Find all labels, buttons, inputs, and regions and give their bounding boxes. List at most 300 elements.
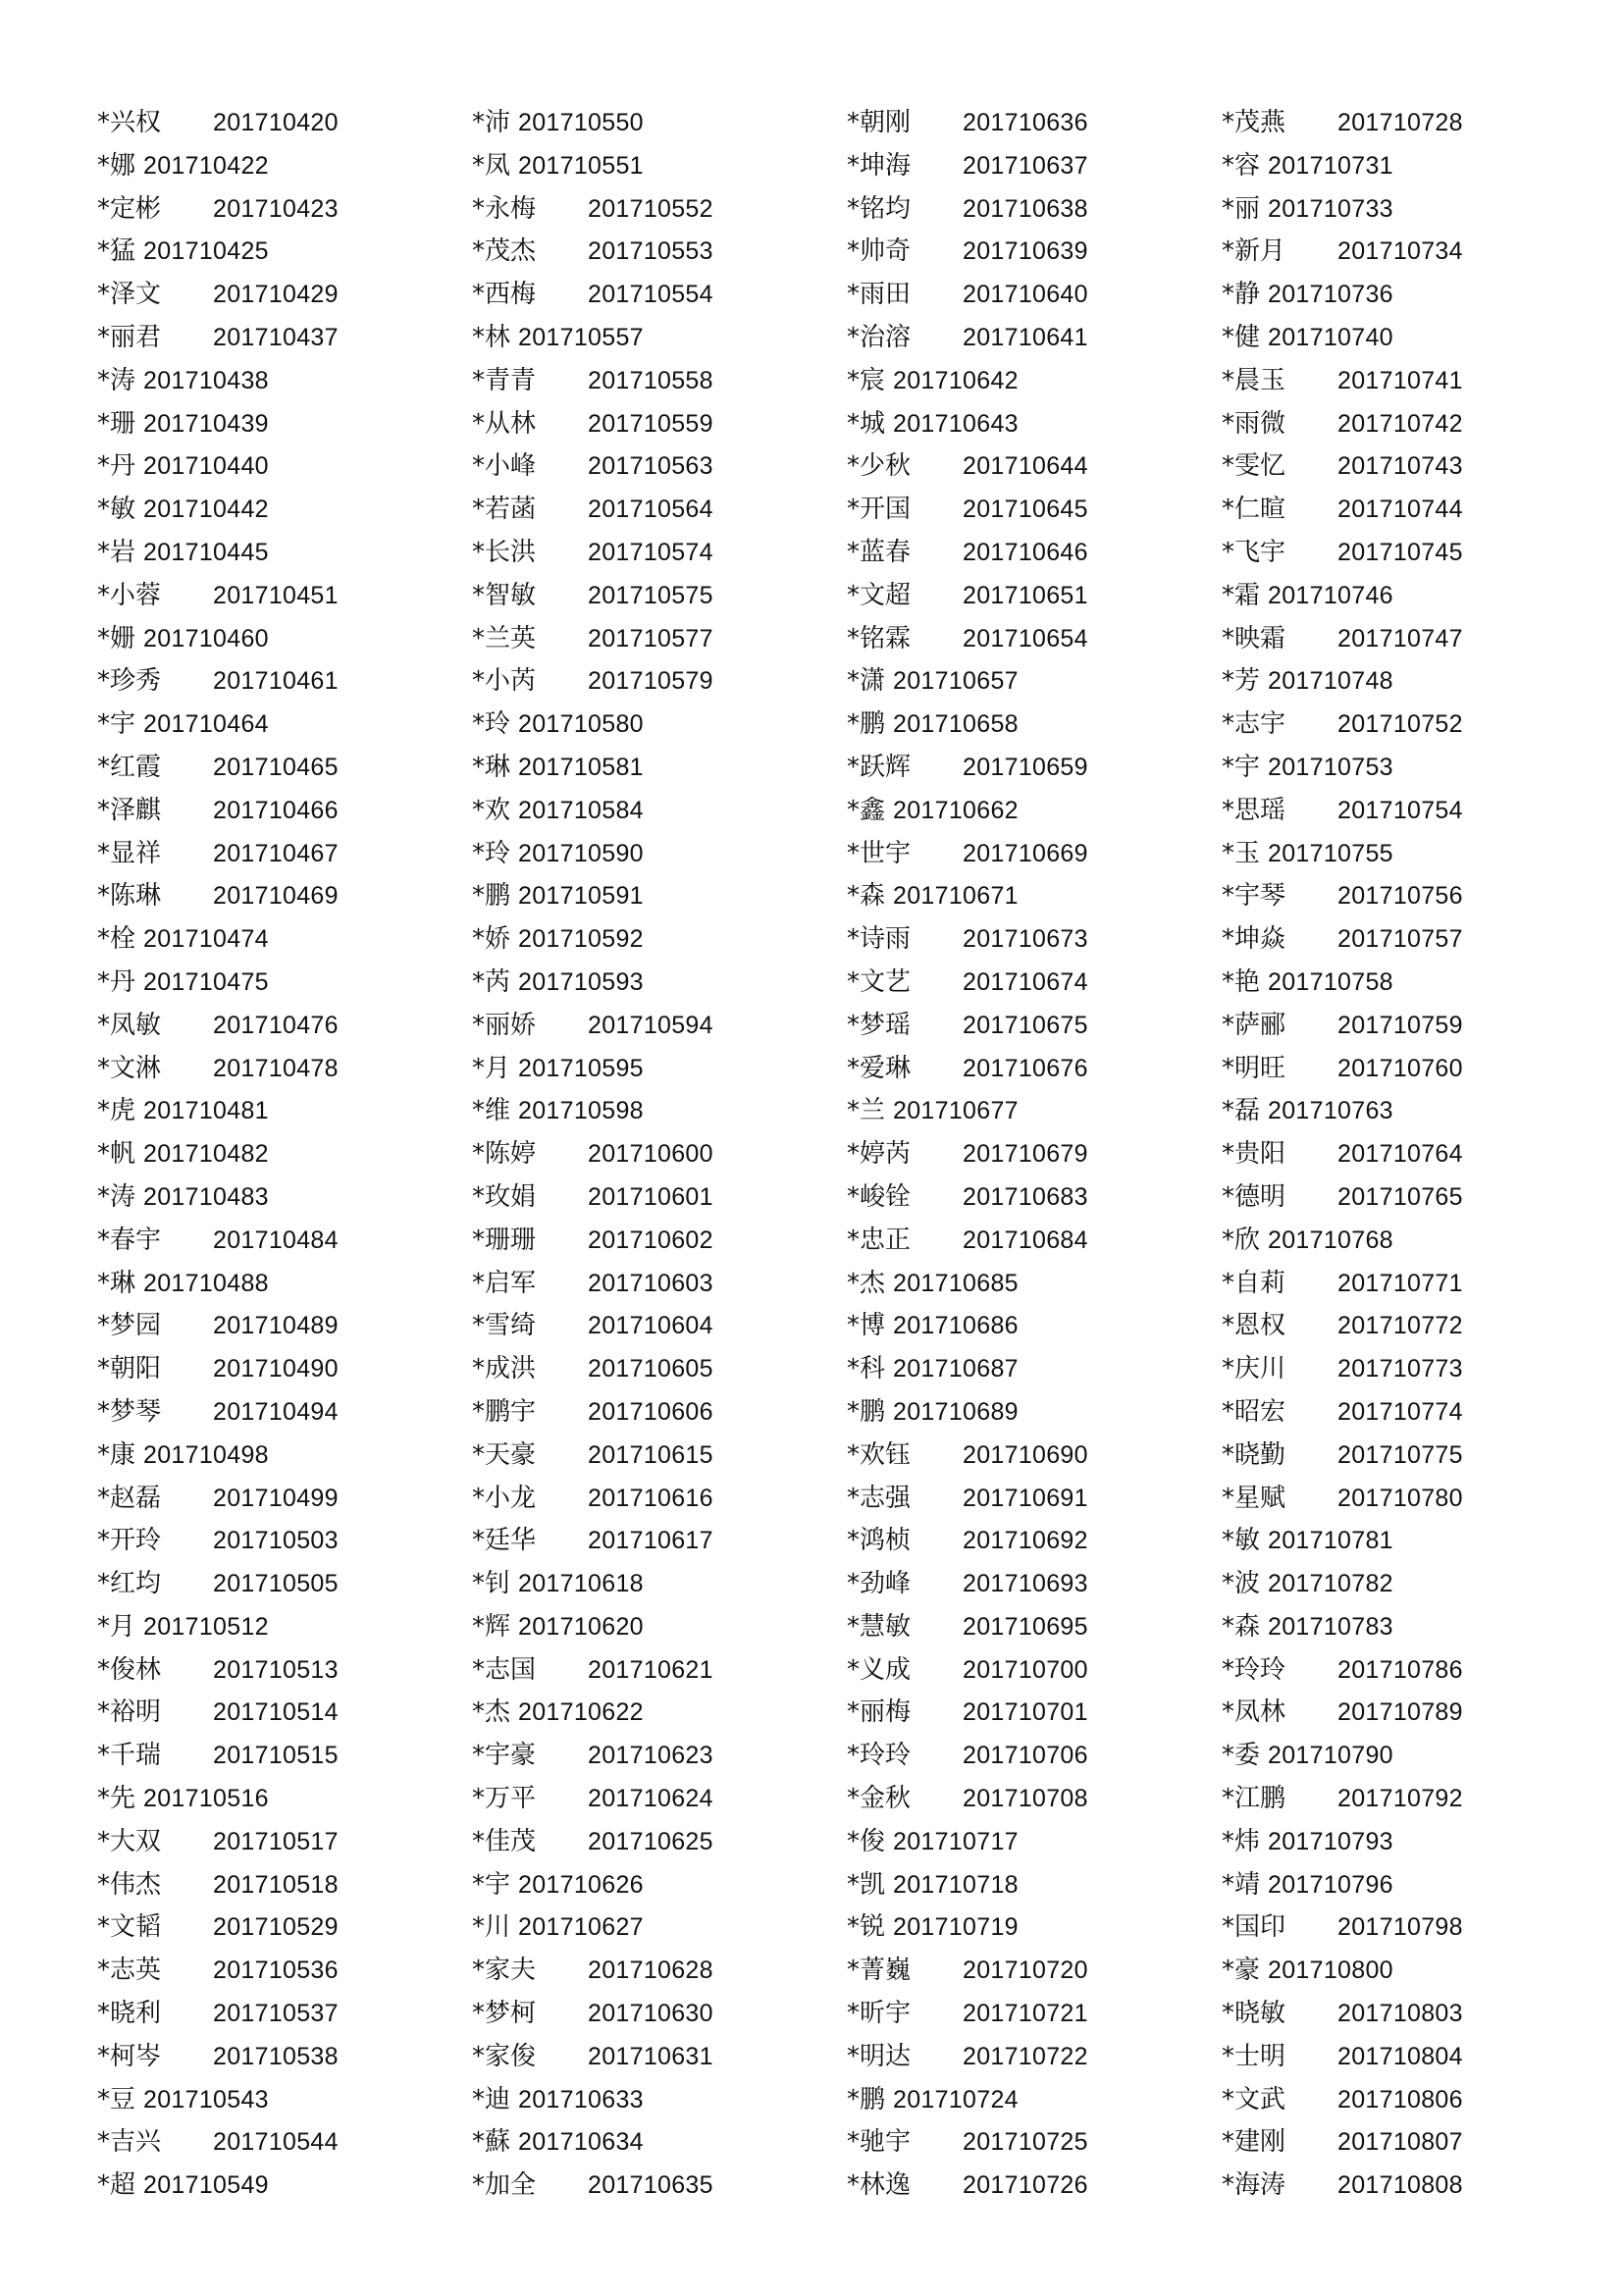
list-entry: [1222, 1390, 1575, 1434]
student-id: 201710478: [213, 1054, 339, 1082]
student-id: 201710790: [1268, 1742, 1393, 1770]
student-id: 201710772: [1337, 1312, 1463, 1340]
list-entry: [97, 832, 450, 875]
student-name: *新月: [1222, 236, 1286, 267]
student-name: *静: [1222, 280, 1261, 310]
list-entry: [847, 1434, 1200, 1477]
student-id: 201710754: [1337, 796, 1463, 824]
student-id: 201710537: [213, 2000, 339, 2028]
student-id: 201710621: [588, 1655, 713, 1684]
student-id: 201710637: [963, 151, 1088, 180]
list-entry: [847, 1347, 1200, 1390]
list-entry: [97, 2164, 450, 2207]
student-name: *森: [847, 881, 886, 912]
student-name: *德明: [1222, 1181, 1286, 1212]
student-id: 201710624: [588, 1785, 713, 1813]
student-name: *杰: [472, 1697, 511, 1728]
list-entry: [847, 2164, 1200, 2207]
student-id: 201710505: [213, 1570, 339, 1598]
student-name: *文超: [847, 580, 912, 610]
student-id: 201710483: [143, 1182, 269, 1211]
student-name: *小龙: [472, 1483, 537, 1513]
student-name: *娜: [97, 150, 136, 181]
student-id: 201710721: [963, 2000, 1088, 2028]
student-id: 201710720: [963, 1957, 1088, 1985]
list-entry: [472, 617, 825, 660]
list-entry: [472, 1691, 825, 1734]
student-name: *宇: [1222, 752, 1261, 782]
list-entry: [472, 1219, 825, 1262]
student-id: 201710708: [963, 1785, 1088, 1813]
student-name: *朝阳: [97, 1354, 162, 1384]
student-name: *沛: [472, 108, 511, 137]
list-entry: [97, 531, 450, 574]
student-name: *姗: [97, 623, 136, 653]
student-id: 201710645: [963, 496, 1088, 524]
list-entry: [472, 1949, 825, 1992]
list-entry: [97, 359, 450, 402]
student-id: 201710626: [518, 1870, 644, 1899]
list-entry: [97, 1519, 450, 1562]
student-name: *芮: [472, 966, 511, 997]
name-list-column-2: [472, 101, 825, 2207]
student-id: 201710669: [963, 839, 1088, 867]
student-name: *峻铨: [847, 1181, 912, 1212]
student-id: 201710574: [588, 538, 713, 566]
list-entry: [97, 789, 450, 832]
student-name: *文韬: [97, 1912, 162, 1943]
list-entry: [472, 659, 825, 703]
student-name: *恩权: [1222, 1311, 1286, 1341]
student-name: *宇: [97, 709, 136, 740]
student-name: *梦琴: [97, 1396, 162, 1427]
list-entry: [97, 273, 450, 316]
student-id: 201710451: [213, 581, 339, 609]
student-id: 201710600: [588, 1140, 713, 1169]
list-entry: [472, 2035, 825, 2078]
list-entry: [472, 1434, 825, 1477]
student-id: 201710639: [963, 237, 1088, 266]
name-list-column-4: [1222, 101, 1575, 2207]
list-entry: [1222, 1434, 1575, 1477]
list-entry: [97, 1132, 450, 1175]
student-id: 201710481: [143, 1097, 269, 1125]
list-entry: [97, 1304, 450, 1347]
student-name: *红霞: [97, 752, 162, 782]
student-name: *少秋: [847, 451, 912, 482]
student-id: 201710429: [213, 281, 339, 309]
list-entry: [472, 1047, 825, 1090]
list-entry: [1222, 316, 1575, 359]
list-entry: [97, 1004, 450, 1047]
student-name: *委: [1222, 1741, 1261, 1771]
student-id: 201710515: [213, 1742, 339, 1770]
student-name: *娇: [472, 924, 511, 955]
student-id: 201710701: [963, 1698, 1088, 1727]
student-name: *陈婷: [472, 1139, 537, 1170]
list-entry: [1222, 874, 1575, 917]
list-entry: [847, 1132, 1200, 1175]
student-name: *金秋: [847, 1784, 912, 1814]
student-name: *城: [847, 408, 886, 439]
student-id: 201710718: [893, 1870, 1019, 1899]
student-name: *涛: [97, 365, 136, 395]
student-id: 201710657: [893, 667, 1019, 696]
student-id: 201710558: [588, 366, 713, 394]
student-id: 201710606: [588, 1397, 713, 1426]
student-name: *欢: [472, 795, 511, 825]
student-name: *鹏: [472, 881, 511, 912]
student-name: *铭霖: [847, 623, 912, 653]
student-name: *敏: [97, 495, 136, 525]
student-id: 201710559: [588, 409, 713, 438]
list-entry: [847, 961, 1200, 1004]
student-name: *潇: [847, 666, 886, 697]
student-name: *迪: [472, 2084, 511, 2114]
list-entry: [97, 659, 450, 703]
list-entry: [472, 144, 825, 187]
student-id: 201710513: [213, 1655, 339, 1684]
student-id: 201710717: [893, 1827, 1019, 1855]
list-entry: [97, 1477, 450, 1520]
student-id: 201710746: [1268, 581, 1393, 609]
student-name: *博: [847, 1311, 886, 1341]
student-id: 201710728: [1337, 109, 1463, 136]
student-id: 201710644: [963, 452, 1088, 481]
list-entry: [1222, 1219, 1575, 1262]
student-id: 201710460: [143, 624, 269, 652]
list-entry: [847, 1905, 1200, 1949]
student-name: *猛: [97, 236, 136, 267]
student-name: *丽君: [97, 322, 162, 352]
student-id: 201710673: [963, 925, 1088, 954]
list-entry: [847, 2078, 1200, 2121]
student-name: *先: [97, 1784, 136, 1814]
student-name: *泽麒: [97, 795, 162, 825]
student-id: 201710734: [1337, 237, 1463, 266]
student-id: 201710706: [963, 1742, 1088, 1770]
list-entry: [472, 832, 825, 875]
list-entry: [847, 230, 1200, 273]
student-name: *天豪: [472, 1439, 537, 1470]
student-id: 201710719: [893, 1913, 1019, 1942]
student-id: 201710476: [213, 1011, 339, 1039]
student-name: *昭宏: [1222, 1396, 1286, 1427]
student-id: 201710689: [893, 1397, 1019, 1426]
student-name: *玫娟: [472, 1181, 537, 1212]
student-id: 201710442: [143, 496, 269, 524]
list-entry: [472, 1820, 825, 1863]
list-entry: [472, 1905, 825, 1949]
student-id: 201710625: [588, 1827, 713, 1855]
student-id: 201710469: [213, 882, 339, 911]
list-entry: [847, 359, 1200, 402]
student-id: 201710425: [143, 237, 269, 266]
student-id: 201710581: [518, 753, 644, 781]
student-id: 201710590: [518, 839, 644, 867]
student-id: 201710692: [963, 1527, 1088, 1555]
student-id: 201710445: [143, 538, 269, 566]
student-name: *欢钰: [847, 1439, 912, 1470]
student-name: *志国: [472, 1654, 537, 1685]
list-entry: [847, 101, 1200, 144]
student-name: *科: [847, 1354, 886, 1384]
student-name: *蓝春: [847, 537, 912, 567]
student-name: *兰英: [472, 623, 537, 653]
student-name: *文武: [1222, 2084, 1286, 2114]
list-entry: [1222, 617, 1575, 660]
student-name: *廷华: [472, 1526, 537, 1556]
student-id: 201710543: [143, 2085, 269, 2113]
student-name: *欣: [1222, 1225, 1261, 1255]
student-name: *小芮: [472, 666, 537, 697]
list-entry: [1222, 2120, 1575, 2164]
list-entry: [1222, 659, 1575, 703]
student-id: 201710768: [1268, 1226, 1393, 1254]
student-name: *俊: [847, 1826, 886, 1856]
list-entry: [847, 703, 1200, 746]
student-id: 201710602: [588, 1226, 713, 1254]
list-entry: [472, 316, 825, 359]
student-name: *昕宇: [847, 1999, 912, 2029]
student-id: 201710726: [963, 2171, 1088, 2200]
list-entry: [847, 1863, 1200, 1906]
student-name: *启军: [472, 1268, 537, 1298]
list-entry: [97, 746, 450, 789]
student-id: 201710422: [143, 151, 269, 180]
student-id: 201710691: [963, 1484, 1088, 1512]
list-entry: [472, 703, 825, 746]
student-name: *红均: [97, 1569, 162, 1599]
student-id: 201710517: [213, 1827, 339, 1855]
student-id: 201710747: [1337, 624, 1463, 652]
student-name: *鹏: [847, 709, 886, 740]
student-name: *敏: [1222, 1526, 1261, 1556]
student-id: 201710741: [1337, 366, 1463, 394]
student-id: 201710675: [963, 1011, 1088, 1039]
student-id: 201710654: [963, 624, 1088, 652]
student-name: *茂燕: [1222, 108, 1286, 137]
student-id: 201710658: [893, 710, 1019, 739]
student-name: *虎: [97, 1096, 136, 1126]
student-id: 201710671: [893, 882, 1019, 911]
student-id: 201710489: [213, 1312, 339, 1340]
student-name: *菁巍: [847, 1956, 912, 1986]
student-id: 201710518: [213, 1870, 339, 1899]
student-name: *劲峰: [847, 1569, 912, 1599]
student-id: 201710551: [518, 151, 644, 180]
list-entry: [847, 1820, 1200, 1863]
student-id: 201710423: [213, 194, 339, 223]
student-name: *月: [97, 1611, 136, 1642]
list-entry: [847, 1777, 1200, 1820]
student-name: *蘇: [472, 2127, 511, 2158]
student-name: *超: [97, 2170, 136, 2201]
student-name: *千瑞: [97, 1741, 162, 1771]
student-id: 201710603: [588, 1269, 713, 1297]
student-id: 201710467: [213, 839, 339, 867]
student-name: *炜: [1222, 1826, 1261, 1856]
student-id: 201710756: [1337, 882, 1463, 911]
student-name: *佳茂: [472, 1826, 537, 1856]
student-id: 201710690: [963, 1440, 1088, 1469]
student-name: *开国: [847, 495, 912, 525]
student-id: 201710742: [1337, 409, 1463, 438]
list-entry: [1222, 1047, 1575, 1090]
student-id: 201710651: [963, 581, 1088, 609]
list-entry: [97, 1734, 450, 1777]
student-id: 201710575: [588, 581, 713, 609]
student-id: 201710736: [1268, 281, 1393, 309]
student-name: *鑫: [847, 795, 886, 825]
list-entry: [472, 273, 825, 316]
student-name: *珊: [97, 408, 136, 439]
student-id: 201710744: [1337, 496, 1463, 524]
list-entry: [847, 574, 1200, 617]
name-list-column-1: [97, 101, 450, 2207]
student-name: *晓敏: [1222, 1999, 1286, 2029]
list-entry: [472, 961, 825, 1004]
student-name: *宇: [472, 1869, 511, 1900]
student-name: *丽娇: [472, 1010, 537, 1040]
student-name: *玲: [472, 838, 511, 868]
student-name: *西梅: [472, 280, 537, 310]
student-name: *若菡: [472, 495, 537, 525]
student-name: *铭均: [847, 193, 912, 224]
student-name: *志英: [97, 1956, 162, 1986]
list-entry: [472, 1562, 825, 1605]
list-entry: [472, 1519, 825, 1562]
student-name: *自莉: [1222, 1268, 1286, 1298]
student-id: 201710474: [143, 925, 269, 954]
student-name: *杰: [847, 1268, 886, 1298]
list-entry: [472, 789, 825, 832]
student-id: 201710549: [143, 2171, 269, 2200]
student-name: *大双: [97, 1826, 162, 1856]
name-list-column-3: [847, 101, 1200, 2207]
list-entry: [847, 874, 1200, 917]
list-entry: [97, 1390, 450, 1434]
student-id: 201710759: [1337, 1011, 1463, 1039]
student-name: *玲玲: [847, 1741, 912, 1771]
list-entry: [847, 1734, 1200, 1777]
student-id: 201710563: [588, 452, 713, 481]
list-entry: [97, 1262, 450, 1305]
student-name: *丹: [97, 966, 136, 997]
student-name: *梦瑶: [847, 1010, 912, 1040]
student-name: *栓: [97, 924, 136, 955]
list-entry: [472, 1304, 825, 1347]
list-entry: [472, 444, 825, 488]
list-entry: [847, 1304, 1200, 1347]
student-name: *鸿桢: [847, 1526, 912, 1556]
list-entry: [847, 1390, 1200, 1434]
list-entry: [97, 1691, 450, 1734]
student-name: *磊: [1222, 1096, 1261, 1126]
student-id: 201710753: [1268, 753, 1393, 781]
student-id: 201710806: [1337, 2085, 1463, 2113]
student-name: *兰: [847, 1096, 886, 1126]
student-id: 201710662: [893, 796, 1019, 824]
list-entry: [847, 1648, 1200, 1692]
list-entry: [1222, 359, 1575, 402]
list-entry: [1222, 746, 1575, 789]
student-name: *婷芮: [847, 1139, 912, 1170]
list-entry: [472, 531, 825, 574]
student-id: 201710640: [963, 281, 1088, 309]
student-id: 201710796: [1268, 1870, 1393, 1899]
student-name: *跃辉: [847, 752, 912, 782]
student-name: *坤海: [847, 150, 912, 181]
student-id: 201710807: [1337, 2128, 1463, 2157]
list-entry: [847, 1219, 1200, 1262]
list-entry: [97, 230, 450, 273]
student-name: *青青: [472, 365, 537, 395]
student-id: 201710544: [213, 2128, 339, 2157]
list-entry: [1222, 1905, 1575, 1949]
student-id: 201710748: [1268, 667, 1393, 696]
student-name: *世宇: [847, 838, 912, 868]
student-id: 201710683: [963, 1182, 1088, 1211]
list-entry: [97, 961, 450, 1004]
list-entry: [97, 574, 450, 617]
list-entry: [1222, 444, 1575, 488]
list-entry: [847, 746, 1200, 789]
student-name: *伟杰: [97, 1869, 162, 1900]
list-entry: [97, 1905, 450, 1949]
list-entry: [472, 1477, 825, 1520]
student-id: 201710482: [143, 1140, 269, 1169]
student-id: 201710564: [588, 496, 713, 524]
student-id: 201710700: [963, 1655, 1088, 1684]
student-id: 201710638: [963, 194, 1088, 223]
list-entry: [1222, 187, 1575, 231]
student-name: *珍秀: [97, 666, 162, 697]
student-id: 201710758: [1268, 967, 1393, 996]
student-id: 201710789: [1337, 1698, 1463, 1727]
student-id: 201710536: [213, 1957, 339, 1985]
student-name: *维: [472, 1096, 511, 1126]
student-id: 201710733: [1268, 194, 1393, 223]
list-entry: [472, 874, 825, 917]
student-name: *雯忆: [1222, 451, 1286, 482]
student-id: 201710798: [1337, 1913, 1463, 1942]
student-name: *玉: [1222, 838, 1261, 868]
student-id: 201710498: [143, 1440, 269, 1469]
student-name: *忠正: [847, 1225, 912, 1255]
student-id: 201710628: [588, 1957, 713, 1985]
student-name: *锐: [847, 1912, 886, 1943]
student-id: 201710763: [1268, 1097, 1393, 1125]
student-id: 201710804: [1337, 2042, 1463, 2070]
student-id: 201710440: [143, 452, 269, 481]
student-id: 201710584: [518, 796, 644, 824]
list-entry: [1222, 1992, 1575, 2035]
student-id: 201710724: [893, 2085, 1019, 2113]
list-entry: [97, 1347, 450, 1390]
student-id: 201710765: [1337, 1182, 1463, 1211]
student-name: *豆: [97, 2084, 136, 2114]
list-entry: [847, 832, 1200, 875]
student-name: *仁暄: [1222, 495, 1286, 525]
student-id: 201710786: [1337, 1655, 1463, 1684]
list-entry: [97, 1605, 450, 1648]
student-name: *万平: [472, 1784, 537, 1814]
student-id: 201710646: [963, 538, 1088, 566]
list-entry: [97, 703, 450, 746]
list-entry: [1222, 789, 1575, 832]
list-entry: [1222, 273, 1575, 316]
